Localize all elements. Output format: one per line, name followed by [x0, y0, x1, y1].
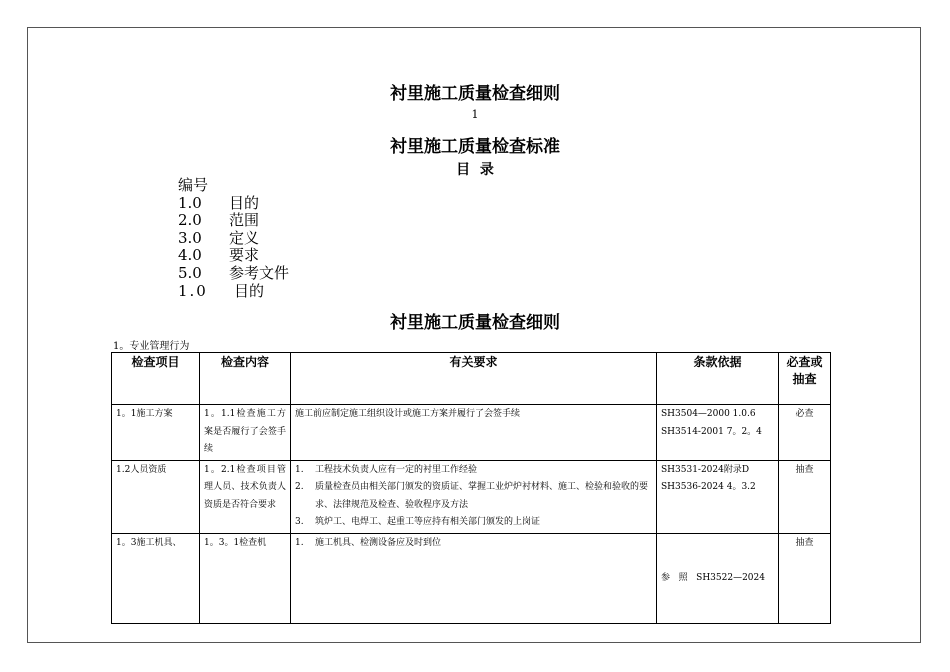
cell-content: 1。1.1检查施工方案是否履行了会签手续 — [200, 405, 291, 461]
column-header: 条款依据 — [657, 353, 779, 405]
cell-content: 1。2.1检查项目管理人员、技术负责人资质是否符合要求 — [200, 460, 291, 533]
toc-entry[interactable] — [178, 247, 289, 265]
cell-item: 1。3施工机具、 — [112, 533, 200, 624]
requirement-item: 1. 施工机具、检测设备应及时到位 — [295, 535, 652, 553]
requirement-item: 2. 质量检查员由相关部门颁发的资质证、掌握工业炉炉衬材料、施工、检验和验收的要求、法律规范及检查、验收程序及方法 — [295, 479, 652, 514]
page-number: 1 — [471, 108, 479, 121]
toc-label: 参考文件 — [229, 263, 290, 282]
column-header: 必查或抽查 — [779, 353, 831, 405]
basis-line: 参 照 SH3522—2024 — [661, 572, 765, 583]
inspection-table — [111, 352, 831, 624]
toc-number: 3.0 — [178, 228, 202, 247]
toc-entry[interactable] — [178, 212, 289, 230]
cell-item: 1。1施工方案 — [112, 405, 200, 461]
cell-check-type: 抽查 — [779, 533, 831, 624]
toc-number: 4.0 — [178, 246, 202, 265]
toc-label: 要求 — [229, 246, 260, 265]
cell-basis — [657, 460, 779, 533]
cell-basis — [657, 533, 779, 624]
cell-content: 1。3。1检查机 — [200, 533, 291, 624]
toc-heading: 目 录 — [456, 162, 494, 178]
table-header-row — [112, 353, 831, 405]
toc-number: 1.0 — [178, 193, 202, 212]
section-label: 1。专业管理行为 — [113, 341, 190, 352]
toc-entry[interactable] — [178, 265, 289, 283]
requirement-text: 工程技术负责人应有一定的衬里工作经验 — [315, 464, 478, 475]
cell-check-type: 必查 — [779, 405, 831, 461]
toc-label: 范围 — [229, 211, 260, 230]
toc-lead: 编号 — [178, 176, 209, 194]
table-row — [112, 533, 831, 624]
requirement-text: 施工机具、检测设备应及时到位 — [315, 537, 442, 548]
standard-title: 衬里施工质量检查标准 — [390, 137, 560, 157]
cell-basis — [657, 405, 779, 461]
toc-entry[interactable] — [178, 195, 289, 213]
column-header: 检查项目 — [112, 353, 200, 405]
toc-label: 目的 — [229, 193, 260, 212]
toc-number: 1.0 — [178, 281, 208, 300]
toc-entry[interactable] — [178, 230, 289, 248]
cell-item: 1.2人员资质 — [112, 460, 200, 533]
table-of-contents — [178, 177, 289, 300]
document-title: 衬里施工质量检查细则 — [390, 84, 560, 104]
table-row — [112, 460, 831, 533]
basis-line: SH3536-2024 4。3.2 — [661, 482, 756, 492]
basis-line: SH3504—2000 1.0.6 — [661, 409, 756, 419]
toc-entry[interactable] — [178, 283, 289, 301]
toc-label: 目的 — [234, 281, 265, 300]
cell-requirements — [291, 460, 657, 533]
rules-title: 衬里施工质量检查细则 — [390, 313, 560, 333]
cell-requirements — [291, 533, 657, 624]
toc-number: 5.0 — [178, 263, 202, 282]
requirement-item: 1. 工程技术负责人应有一定的衬里工作经验 — [295, 462, 652, 480]
column-header: 有关要求 — [291, 353, 657, 405]
basis-line: SH3531-2024附录D — [661, 464, 750, 475]
requirement-text: 质量检查员由相关部门颁发的资质证、掌握工业炉炉衬材料、施工、检验和验收的要求、法律规范及检查、验收程序及方法 — [315, 482, 649, 510]
requirement-text: 筑炉工、电焊工、起重工等应持有相关部门颁发的上岗证 — [315, 517, 541, 527]
cell-check-type: 抽查 — [779, 460, 831, 533]
column-header: 检查内容 — [200, 353, 291, 405]
cell-requirements — [291, 405, 657, 461]
table-row — [112, 405, 831, 461]
basis-line: SH3514-2001 7。2。4 — [661, 426, 762, 437]
toc-number: 2.0 — [178, 211, 202, 230]
requirement-item: 3. 筑炉工、电焊工、起重工等应持有相关部门颁发的上岗证 — [295, 514, 652, 532]
requirement-text: 施工前应制定施工组织设计或施工方案并履行了会签手续 — [295, 409, 521, 419]
toc-label: 定义 — [229, 228, 260, 247]
